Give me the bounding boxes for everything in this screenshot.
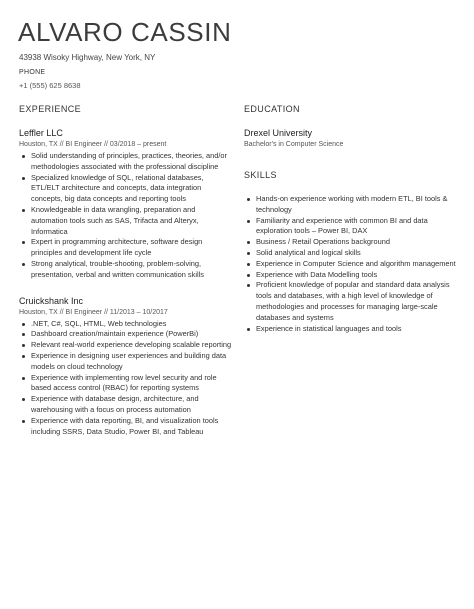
candidate-name: ALVARO CASSIN [18, 17, 232, 47]
job-meta: Houston, TX // BI Engineer // 11/2013 – 10/2017 [19, 308, 168, 316]
job-bullets [19, 319, 233, 438]
job-bullet: Experience with database design, architecture, and warehousing with a focus on process automation [19, 394, 233, 416]
experience-column [19, 104, 233, 452]
skill-item: Hands-on experience working with modern ETL, BI tools & technology [244, 194, 458, 216]
job-bullet: Expert in programming architecture, software design principles and development life cycle [19, 237, 233, 259]
skill-item: Experience with Data Modelling tools [244, 270, 458, 281]
job-company: Leffler LLC [19, 128, 63, 138]
skill-item: Proficient knowledge of popular and standard data analysis tools and databases, with a high level of knowledge of methodologies and processes for managing large-scale databases and systems [244, 280, 458, 323]
job-bullet: Experience with implementing row level security and role based access control (RBAC) for reporting systems [19, 373, 233, 395]
education-school: Drexel University [244, 128, 313, 138]
job-bullet: Specialized knowledge of SQL, relational databases, ETL/ELT architecture and concepts, data integration concepts, big data concepts and reporting tools [19, 173, 233, 205]
experience-heading: EXPERIENCE [19, 104, 82, 114]
job-entry [19, 128, 233, 281]
education-degree: Bachelor's in Computer Science [244, 141, 344, 148]
skills-heading: SKILLS [244, 170, 277, 180]
job-bullet: Dashboard creation/maintain experience (PowerBi) [19, 329, 233, 340]
skills-list [244, 194, 458, 334]
job-bullet: Experience with data reporting, BI, and visualization tools including SSRS, Data Studio, Power BI, and Tableau [19, 416, 233, 438]
job-bullet: Knowledgeable in data wrangling, preparation and automation tools such as SAS, Trifacta and Alteryx, Informatica [19, 205, 233, 237]
job-bullet: Experience in designing user experiences and building data models on cloud technology [19, 351, 233, 373]
job-bullet: Relevant real-world experience developing scalable reporting [19, 340, 233, 351]
address: 43938 Wisoky Highway, New York, NY [19, 53, 156, 62]
job-bullet: .NET, C#, SQL, HTML, Web technologies [19, 319, 233, 330]
job-company: Cruickshank Inc [19, 295, 84, 306]
job-bullet: Strong analytical, trouble-shooting, problem-solving, presentation, verbal and written communication skills [19, 259, 233, 281]
job-bullet: Solid understanding of principles, practices, theories, and/or methodologies associated with the professional discipline [19, 151, 233, 173]
skill-item: Business / Retail Operations background [244, 237, 458, 248]
education-skills-column [244, 104, 458, 334]
education-heading: EDUCATION [244, 104, 300, 114]
job-entry [19, 296, 233, 438]
job-meta: Houston, TX // BI Engineer // 03/2018 – present [19, 141, 167, 148]
skill-item: Experience in Computer Science and algorithm management [244, 259, 458, 270]
job-bullets [19, 151, 233, 281]
skill-item: Familiarity and experience with common BI and data exploration tools – Power BI, DAX [244, 216, 458, 238]
skill-item: Solid analytical and logical skills [244, 248, 458, 259]
skill-item: Experience in statistical languages and tools [244, 324, 458, 335]
phone-label: PHONE [19, 69, 46, 76]
phone-number: +1 (555) 625 8638 [19, 81, 81, 90]
